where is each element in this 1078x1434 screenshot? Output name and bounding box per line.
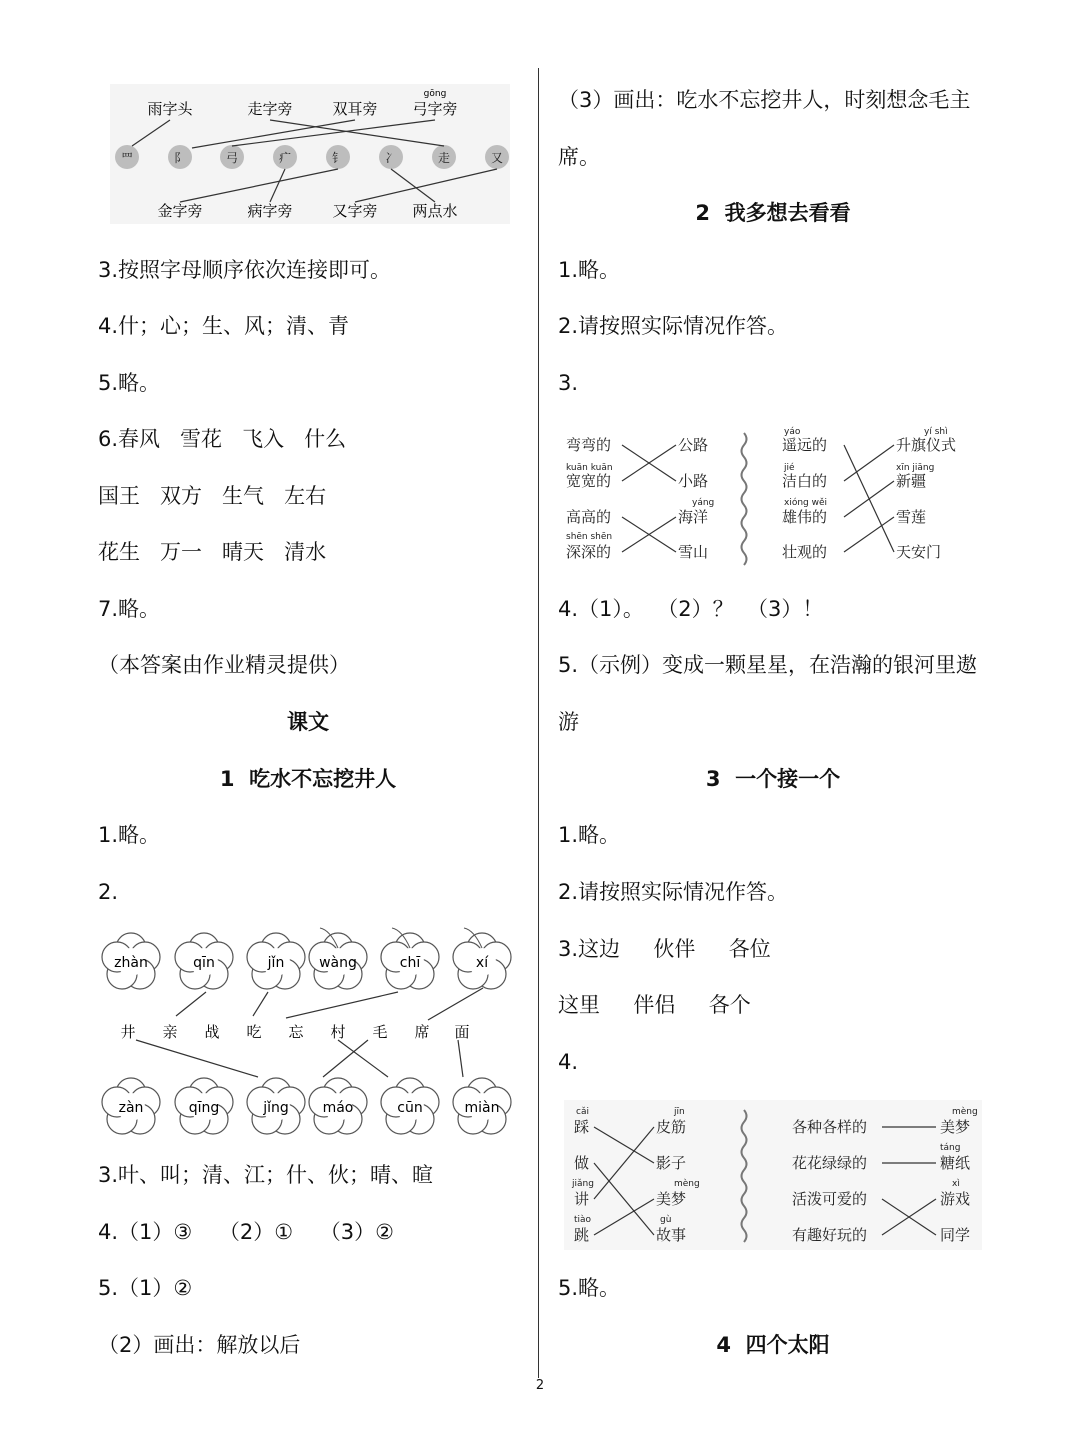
lesson-2-answer-1: 1.略。 bbox=[558, 258, 621, 282]
flower-bottom-pinyin-4: máo bbox=[322, 1100, 354, 1116]
phrase-right-target-2-pinyin: xīn jiāng bbox=[896, 463, 935, 473]
radical-glyph-5: 钅 bbox=[331, 151, 345, 165]
lesson-3-answer-5: 5.略。 bbox=[558, 1276, 621, 1300]
lesson-3-title: 3 一个接一个 bbox=[705, 767, 841, 791]
phrase-right-2-pinyin: jié bbox=[784, 463, 795, 473]
lesson-1-answer-5: 5.（1）② bbox=[98, 1276, 193, 1300]
flower-middle-char-6: 村 bbox=[330, 1023, 346, 1041]
phrase-right-4: 壮观的 bbox=[782, 543, 828, 561]
phrase-right-1: 遥远的 bbox=[782, 436, 828, 454]
radical-glyph-8: 又 bbox=[490, 151, 504, 165]
flower-middle-char-7: 毛 bbox=[372, 1023, 388, 1041]
flower-top-pinyin-1: zhàn bbox=[114, 955, 148, 971]
answer-6-line-1: 6.春风 雪花 飞入 什么 bbox=[98, 427, 347, 451]
column-divider bbox=[538, 68, 539, 1378]
phrase-left-2-pinyin: kuān kuān bbox=[566, 463, 613, 473]
phrase-left-1: 弯弯的 bbox=[566, 436, 612, 454]
lesson-3-answer-4: 4. bbox=[558, 1050, 579, 1074]
flower-middle-char-1: 井 bbox=[120, 1023, 136, 1041]
verb-left-4: 跳 bbox=[574, 1226, 590, 1244]
verb-target-4: 故事 bbox=[656, 1226, 687, 1244]
verb-right-target-1: 美梦 bbox=[940, 1118, 971, 1136]
lesson-2-answer-3: 3. bbox=[558, 371, 579, 395]
radical-bottom-4: 两点水 bbox=[412, 202, 458, 220]
flower-lines bbox=[136, 988, 483, 1077]
source-note: （本答案由作业精灵提供） bbox=[98, 653, 350, 677]
radical-glyph-7: 走 bbox=[437, 151, 451, 165]
verb-left-2: 做 bbox=[574, 1154, 590, 1172]
radical-top-2: 走字旁 bbox=[247, 100, 293, 118]
phrase-target-1: 公路 bbox=[678, 436, 709, 454]
radical-top-4-pinyin: gōng bbox=[423, 89, 447, 99]
flower-top-4 bbox=[309, 933, 367, 989]
lesson-3-answer-3-line-2: 这里 伴侣 各个 bbox=[558, 993, 751, 1017]
phrase-target-2: 小路 bbox=[678, 472, 709, 490]
verb-right-target-1-pinyin: mèng bbox=[952, 1107, 978, 1117]
radical-glyph-6: 冫 bbox=[384, 151, 398, 165]
radical-top-4: 弓字旁 bbox=[412, 100, 458, 118]
lesson-2-answer-5-line-1: 5.（示例）变成一颗星星，在浩瀚的银河里遨 bbox=[558, 653, 978, 677]
verb-target-4-pinyin: gù bbox=[660, 1215, 672, 1225]
lesson-1-answer-4: 4.（1）③ （2）① （3）② bbox=[98, 1220, 394, 1244]
phrase-right-1-pinyin: yáo bbox=[784, 427, 801, 437]
phrase-left-4-pinyin: shēn shēn bbox=[566, 532, 613, 542]
flower-middle-char-4: 吃 bbox=[246, 1023, 262, 1041]
phrase-right-3-pinyin: xióng wěi bbox=[784, 498, 828, 508]
verb-left-1-pinyin: cǎi bbox=[576, 1107, 589, 1117]
radical-bottom-3: 又字旁 bbox=[332, 202, 378, 220]
flower-middle-char-8: 席 bbox=[414, 1023, 430, 1041]
verb-right-target-3: 游戏 bbox=[940, 1190, 971, 1208]
answer-7: 7.略。 bbox=[98, 597, 161, 621]
verb-target-1: 皮筋 bbox=[656, 1118, 687, 1136]
answer-6-line-3: 花生 万一 晴天 清水 bbox=[98, 540, 327, 564]
radical-glyph-1: ⺫ bbox=[120, 151, 134, 165]
flower-bottom-pinyin-2: qīng bbox=[188, 1100, 220, 1116]
flower-top-pinyin-5: chī bbox=[399, 955, 421, 971]
verb-right-3: 活泼可爱的 bbox=[792, 1190, 868, 1208]
verb-right-target-2: 糖纸 bbox=[940, 1154, 971, 1172]
phrase-right-2: 洁白的 bbox=[782, 472, 828, 490]
lesson-2-title: 2 我多想去看看 bbox=[695, 201, 851, 225]
flower-top-pinyin-6: xí bbox=[475, 955, 489, 971]
flower-middle-char-9: 面 bbox=[454, 1023, 470, 1041]
flower-top-3 bbox=[247, 933, 305, 989]
verb-matching-figure bbox=[564, 1100, 982, 1250]
verb-right-1: 各种各样的 bbox=[792, 1118, 868, 1136]
phrase-left-4: 深深的 bbox=[566, 543, 612, 561]
lesson-2-answer-5-line-2: 游 bbox=[558, 710, 579, 734]
flower-top-pinyin-2: qīn bbox=[193, 955, 215, 971]
flower-top-1 bbox=[102, 933, 160, 989]
flower-top-2 bbox=[175, 933, 233, 989]
answer-4: 4.什；心；生、风；清、青 bbox=[98, 314, 350, 338]
verb-right-2: 花花绿绿的 bbox=[792, 1154, 868, 1172]
flower-bottom-pinyin-5: cūn bbox=[397, 1100, 423, 1116]
phrase-right-3: 雄伟的 bbox=[782, 508, 828, 526]
verb-right-target-2-pinyin: táng bbox=[940, 1143, 961, 1153]
flower-bottom-4 bbox=[309, 1078, 367, 1134]
verb-target-3: 美梦 bbox=[656, 1190, 687, 1208]
lesson-1-title: 1 吃水不忘挖井人 bbox=[219, 767, 397, 791]
lesson-2-answer-2: 2.请按照实际情况作答。 bbox=[558, 314, 789, 338]
radical-matching-figure bbox=[110, 84, 510, 224]
phrase-target-4: 雪山 bbox=[678, 543, 709, 561]
radical-top-3: 双耳旁 bbox=[332, 100, 378, 118]
verb-target-2: 影子 bbox=[656, 1154, 687, 1172]
verb-right-4: 有趣好玩的 bbox=[792, 1226, 868, 1244]
phrase-target-3-pinyin: yáng bbox=[692, 498, 715, 508]
flower-top-5 bbox=[381, 933, 439, 989]
lesson-1-answer-3: 3.叶、叫；清、江；什、伙；晴、暄 bbox=[98, 1163, 434, 1187]
section-title: 课文 bbox=[287, 710, 329, 734]
flower-bottom-pinyin-3: jǐng bbox=[263, 1100, 289, 1116]
verb-left-4-pinyin: tiào bbox=[574, 1215, 592, 1225]
flower-bottom-6 bbox=[453, 1078, 511, 1134]
radical-bottom-1: 金字旁 bbox=[157, 202, 203, 220]
lesson-1-answer-5-3-line-1: （3）画出：吃水不忘挖井人，时刻想念毛主 bbox=[558, 88, 971, 112]
verb-left-3-pinyin: jiǎng bbox=[572, 1179, 594, 1189]
lesson-3-answer-2: 2.请按照实际情况作答。 bbox=[558, 880, 789, 904]
lesson-1-answer-5-2: （2）画出：解放以后 bbox=[98, 1333, 301, 1357]
radical-top-1: 雨字头 bbox=[147, 100, 193, 118]
phrase-right-target-1: 升旗仪式 bbox=[896, 436, 957, 454]
flower-bottom-1 bbox=[102, 1078, 160, 1134]
radical-glyph-3: 弓 bbox=[225, 151, 239, 165]
phrase-right-target-4: 天安门 bbox=[896, 543, 942, 561]
phrase-target-3: 海洋 bbox=[678, 508, 709, 526]
lesson-1-answer-5-3-line-2: 席。 bbox=[558, 145, 600, 169]
flower-bottom-pinyin-6: miàn bbox=[464, 1100, 500, 1116]
radical-bottom-2: 病字旁 bbox=[247, 202, 293, 220]
radical-glyph-4: 疒 bbox=[278, 151, 292, 165]
flower-top-pinyin-3: jǐn bbox=[267, 955, 285, 971]
page-number: 2 bbox=[535, 1378, 545, 1393]
phrase-left-3: 高高的 bbox=[566, 508, 612, 526]
phrase-right-target-3: 雪莲 bbox=[896, 508, 927, 526]
phrase-left-2: 宽宽的 bbox=[566, 472, 612, 490]
verb-right-target-4: 同学 bbox=[940, 1226, 971, 1244]
verb-left-1: 踩 bbox=[574, 1118, 590, 1136]
answer-6-line-2: 国王 双方 生气 左右 bbox=[98, 484, 327, 508]
verb-target-1-pinyin: jīn bbox=[674, 1107, 685, 1117]
flower-bottom-3 bbox=[247, 1078, 305, 1134]
flower-middle-char-2: 亲 bbox=[162, 1023, 178, 1041]
lesson-1-answer-1: 1.略。 bbox=[98, 823, 161, 847]
flower-bottom-2 bbox=[175, 1078, 233, 1134]
phrase-divider bbox=[742, 433, 747, 565]
answer-3: 3.按照字母顺序依次连接即可。 bbox=[98, 258, 392, 282]
phrase-matching-figure bbox=[564, 418, 982, 568]
flower-middle-char-3: 战 bbox=[204, 1023, 220, 1041]
lesson-3-answer-1: 1.略。 bbox=[558, 823, 621, 847]
phrase-right-target-2: 新疆 bbox=[896, 472, 927, 490]
lesson-2-answer-4: 4.（1）。 （2）？ （3）！ bbox=[558, 597, 824, 621]
flower-middle-char-5: 忘 bbox=[288, 1023, 304, 1041]
verb-left-3: 讲 bbox=[574, 1190, 590, 1208]
flower-top-6 bbox=[453, 933, 511, 989]
flower-top-pinyin-4: wàng bbox=[319, 955, 357, 971]
verb-right-target-3-pinyin: xì bbox=[952, 1179, 960, 1189]
answer-5: 5.略。 bbox=[98, 371, 161, 395]
lesson-3-answer-3-line-1: 3.这边 伙伴 各位 bbox=[558, 937, 771, 961]
radical-glyph-2: 阝 bbox=[173, 151, 187, 165]
verb-target-3-pinyin: mèng bbox=[674, 1179, 700, 1189]
phrase-right-target-1-pinyin: yí shì bbox=[924, 427, 948, 437]
lesson-4-title: 4 四个太阳 bbox=[716, 1333, 830, 1357]
flower-pinyin-figure bbox=[98, 912, 518, 1142]
flower-bottom-pinyin-1: zàn bbox=[118, 1100, 144, 1116]
flower-bottom-5 bbox=[381, 1078, 439, 1134]
lesson-1-answer-2: 2. bbox=[98, 880, 119, 904]
